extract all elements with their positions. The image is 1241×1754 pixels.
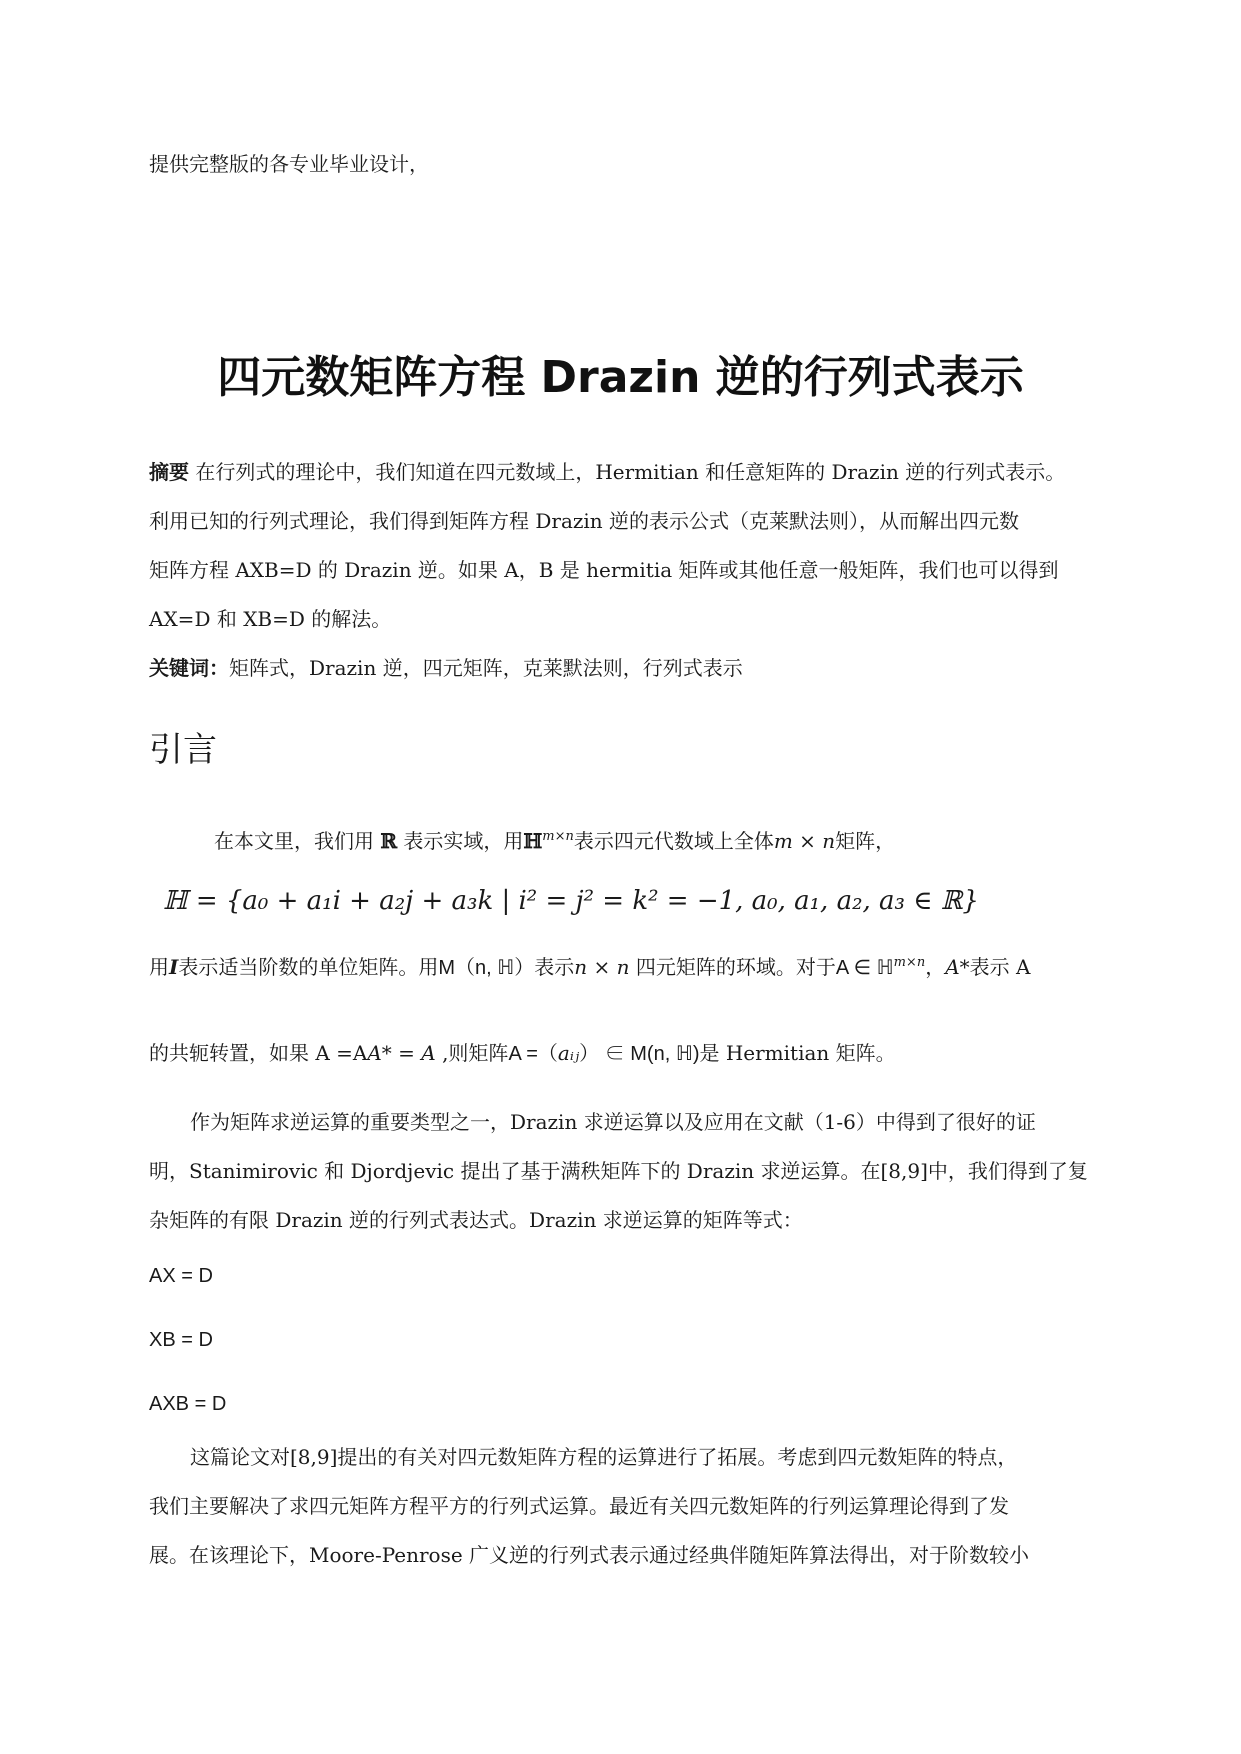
intro-p1-text-a: 在本文里，我们用 <box>214 829 381 853</box>
intro-paragraph-4-line-1: 作为矩阵求逆运算的重要类型之一，Drazin 求逆运算以及应用在文献（1-6）中得到了很好的证 <box>190 1110 1036 1134</box>
math-a-in-h: A ∈ ℍ <box>835 957 894 979</box>
symbol-real: ℝ <box>380 829 397 853</box>
intro-p1-text-d: 矩阵， <box>835 829 896 853</box>
math-aij: aᵢⱼ <box>557 1041 580 1065</box>
intro-p2-text-d: 四元矩阵的环域。对于 <box>629 955 836 979</box>
math-identity: I <box>169 955 179 979</box>
abstract-line-1 <box>149 458 1065 486</box>
intro-p2-text-c: 表示 <box>534 955 575 979</box>
symbol-quaternion: ℍ <box>523 829 543 853</box>
abstract-line-4: AX=D 和 XB=D 的解法。 <box>149 607 392 631</box>
abstract-label: 摘要 <box>149 460 189 484</box>
equation-xb-d: XB = D <box>149 1329 213 1351</box>
intro-p2-text-a: 用 <box>149 955 169 979</box>
math-mxn: m × n <box>773 829 836 853</box>
intro-paragraph-4-line-2: 明，Stanimirovic 和 Djordjevic 提出了基于满秩矩阵下的 Drazin 求逆运算。在[8,9]中，我们得到了复 <box>149 1159 1088 1183</box>
math-a-star: A* <box>945 955 970 979</box>
intro-paragraph-5-line-3: 展。在该理论下，Moore-Penrose 广义逆的行列式表示通过经典伴随矩阵算法得出，对于阶数较小 <box>149 1543 1030 1567</box>
equation-ax-d: AX = D <box>149 1265 213 1287</box>
keywords-text: 矩阵式，Drazin 逆，四元矩阵，克莱默法则，行列式表示 <box>229 656 743 680</box>
intro-paragraph-3 <box>149 1039 896 1068</box>
math-nxn: n × n <box>574 955 630 979</box>
header-note: 提供完整版的各专业毕业设计， <box>149 152 429 176</box>
superscript-mxn: m×n <box>542 829 574 844</box>
intro-p3-text-a: 的共轭转置，如果 A =A <box>149 1041 368 1065</box>
math-ring: M（n, ℍ） <box>438 957 535 979</box>
intro-p1-text-c: 表示四元代数域上全体 <box>573 829 774 853</box>
abstract-text-1: 在行列式的理论中，我们知道在四元数域上，Hermitian 和任意矩阵的 Drazin 逆的行列式表示。 <box>189 460 1066 484</box>
keywords-line <box>149 654 743 682</box>
abstract-line-2: 利用已知的行列式理论，我们得到矩阵方程 Drazin 逆的表示公式（克莱默法则），从而解出四元数 <box>149 509 1020 533</box>
math-matrix-a: A =（ <box>508 1043 558 1065</box>
abstract-line-3: 矩阵方程 AXB=D 的 Drazin 逆。如果 A，B 是 hermitia 矩阵或其他任意一般矩阵，我们也可以得到 <box>149 558 1059 582</box>
math-hermitian-condition: A* = A <box>367 1041 436 1065</box>
equation-axb-d: AXB = D <box>149 1393 227 1415</box>
intro-paragraph-1 <box>214 827 895 855</box>
intro-p3-text-d: 是 Hermitian 矩阵。 <box>699 1041 896 1065</box>
document-title: 四元数矩阵方程 Drazin 逆的行列式表示 <box>217 352 1024 403</box>
intro-paragraph-4-line-3: 杂矩阵的有限 Drazin 逆的行列式表达式。Drazin 求逆运算的矩阵等式： <box>149 1208 803 1232</box>
intro-p3-text-b: ,则矩阵 <box>435 1041 509 1065</box>
intro-p2-text-e: ， <box>925 955 946 979</box>
math-in-ring: ） ∈ M(n, ℍ) <box>579 1043 700 1065</box>
quaternion-set-definition: ℍ = {a₀ + a₁i + a₂j + a₃k | i² = j² = k² = −1, a₀, a₁, a₂, a₃ ∈ ℝ} <box>163 886 979 916</box>
intro-paragraph-5-line-2: 我们主要解决了求四元矩阵方程平方的行列式运算。最近有关四元数矩阵的行列运算理论得到了发 <box>149 1494 1009 1518</box>
superscript-mxn-2: m×n <box>893 955 926 970</box>
intro-paragraph-2 <box>149 953 1030 982</box>
intro-paragraph-5-line-1: 这篇论文对[8,9]提出的有关对四元数矩阵方程的运算进行了拓展。考虑到四元数矩阵的特点， <box>190 1445 1018 1469</box>
intro-p1-text-b: 表示实域，用 <box>396 829 524 853</box>
intro-p2-text-f: 表示 A <box>969 955 1031 979</box>
section-title-intro: 引言 <box>149 730 217 770</box>
intro-p2-text-b: 表示适当阶数的单位矩阵。用 <box>178 955 439 979</box>
keywords-label: 关键词： <box>149 656 229 680</box>
